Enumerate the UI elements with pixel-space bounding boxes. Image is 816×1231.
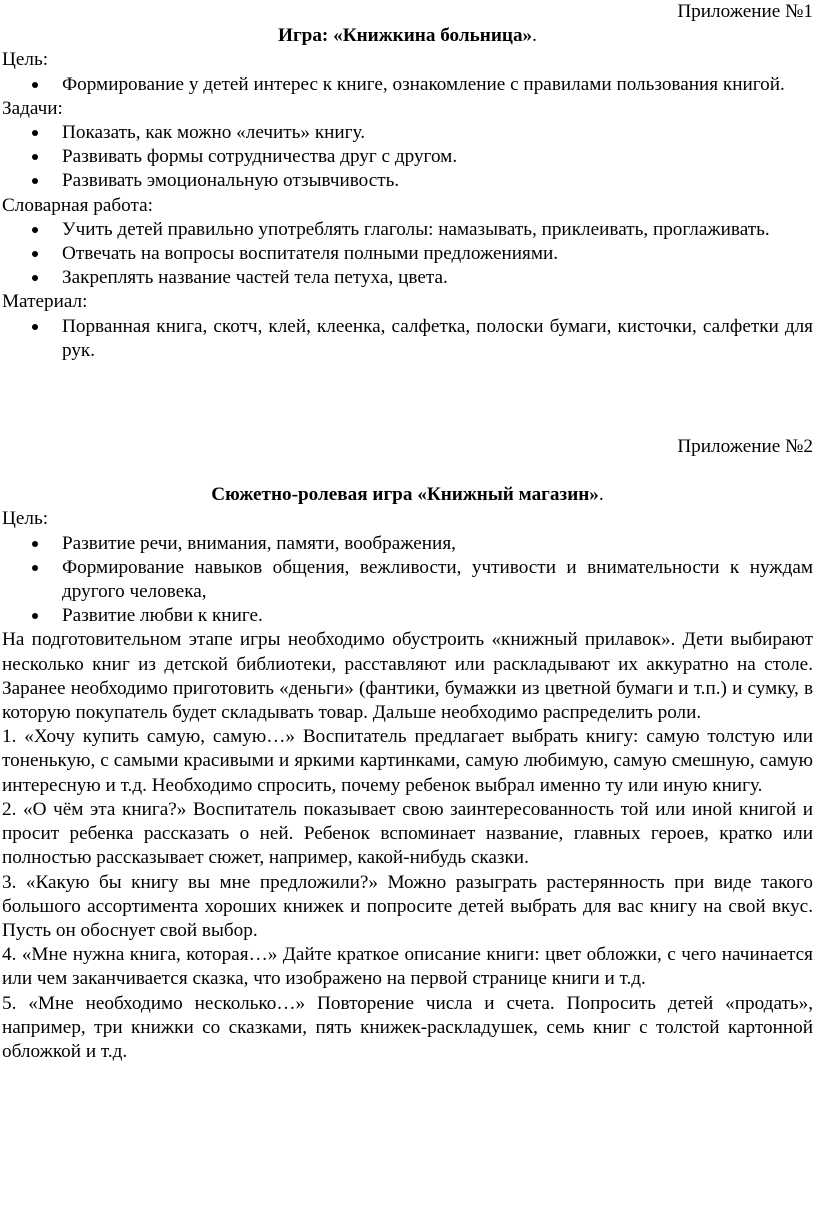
appendix2-title-tail: .: [598, 484, 604, 506]
appendix1-tasks-list: [2, 121, 813, 194]
appendix1-goal-heading: Цель:: [2, 49, 49, 71]
appendix2-title: [2, 483, 813, 507]
list-item: Формирование у детей интерес к книге, ознакомление с правилами пользования книгой.: [2, 73, 813, 97]
appendix2-label: Приложение №2: [677, 436, 813, 458]
list-item: Порванная книга, скотч, клей, клеенка, салфетка, полоски бумаги, кисточки, салфетки для рук.: [2, 315, 813, 363]
appendix1-title-tail: .: [532, 25, 537, 47]
appendix1-vocab-heading: Словарная работа:: [2, 194, 153, 216]
appendix1-label: Приложение №1: [677, 1, 813, 22]
appendix1-title: [2, 24, 813, 48]
appendix1-tasks-heading: Задачи:: [2, 97, 63, 119]
appendix2-step-1: 1. «Хочу купить самую, самую…» Воспитатель предлагает выбрать книгу: самую толстую или тоненькую, с самыми красивыми и яркими картинками, самую любимую, самую смешную, самую интересную и т.д. Необходимо спросить, почему ребенок выбрал именно ту или иную книгу.: [2, 726, 813, 796]
list-item: Развивать эмоциональную отзывчивость.: [2, 169, 813, 193]
appendix1-material-list: [2, 315, 813, 363]
appendix2-step-3: 3. «Какую бы книгу вы мне предложили?» Можно разыграть растерянность при виде такого большого ассортимента хороших книжек и попросите детей выбрать для вас книгу на свой вкус. Пусть он обоснует свой выбор.: [2, 871, 813, 941]
list-item: Развивать формы сотрудничества друг с другом.: [2, 145, 813, 169]
list-item: Развитие речи, внимания, памяти, воображения,: [2, 532, 813, 556]
appendix1-material-heading: Материал:: [2, 291, 88, 313]
appendix1-title-bold: Игра: «Книжкина больница»: [278, 25, 533, 47]
list-item: Развитие любви к книге.: [2, 604, 813, 628]
appendix2-title-bold: Сюжетно-ролевая игра «Книжный магазин»: [211, 484, 599, 506]
section-spacer: [2, 363, 813, 435]
appendix2-goal-list: [2, 532, 813, 629]
list-item: Формирование навыков общения, вежливости, учтивости и внимательности к нуждам другого человека,: [2, 556, 813, 604]
appendix2-step-4: 4. «Мне нужна книга, которая…» Дайте краткое описание книги: цвет обложки, с чего начинается или чем заканчивается сказка, что изображено на первой странице книги и т.д.: [2, 944, 813, 990]
list-item: Закреплять название частей тела петуха, цвета.: [2, 266, 813, 290]
appendix2-intro-paragraph: На подготовительном этапе игры необходимо обустроить «книжный прилавок». Дети выбирают несколько книг из детской библиотеки, расставляют или раскладывают их аккуратно на столе. Заранее необходимо приготовить «деньги» (фантики, бумажки из цветной бумаги и т.п.) и сумку, в которую покупатель будет складывать товар. Дальше необходимо распределить роли.: [2, 629, 813, 724]
list-item: Показать, как можно «лечить» книгу.: [2, 121, 813, 145]
appendix2-goal-heading: Цель:: [2, 508, 49, 530]
list-item: Учить детей правильно употреблять глаголы: намазывать, приклеивать, проглаживать.: [2, 218, 813, 242]
appendix2-step-5: 5. «Мне необходимо несколько…» Повторение числа и счета. Попросить детей «продать», например, три книжки со сказками, пять книжек-раскладушек, семь книг с толстой картонной обложкой и т.д.: [2, 992, 813, 1062]
appendix1-goal-list: [2, 73, 813, 97]
list-item: Отвечать на вопросы воспитателя полными предложениями.: [2, 242, 813, 266]
title-spacer: [2, 459, 813, 483]
appendix1-vocab-list: [2, 218, 813, 291]
appendix2-step-2: 2. «О чём эта книга?» Воспитатель показывает свою заинтересованность той или иной книгой и просит ребенка рассказать о ней. Ребенок вспоминает название, главных героев, кратко или полностью рассказывает сюжет, например, какой-нибудь сказки.: [2, 798, 813, 869]
